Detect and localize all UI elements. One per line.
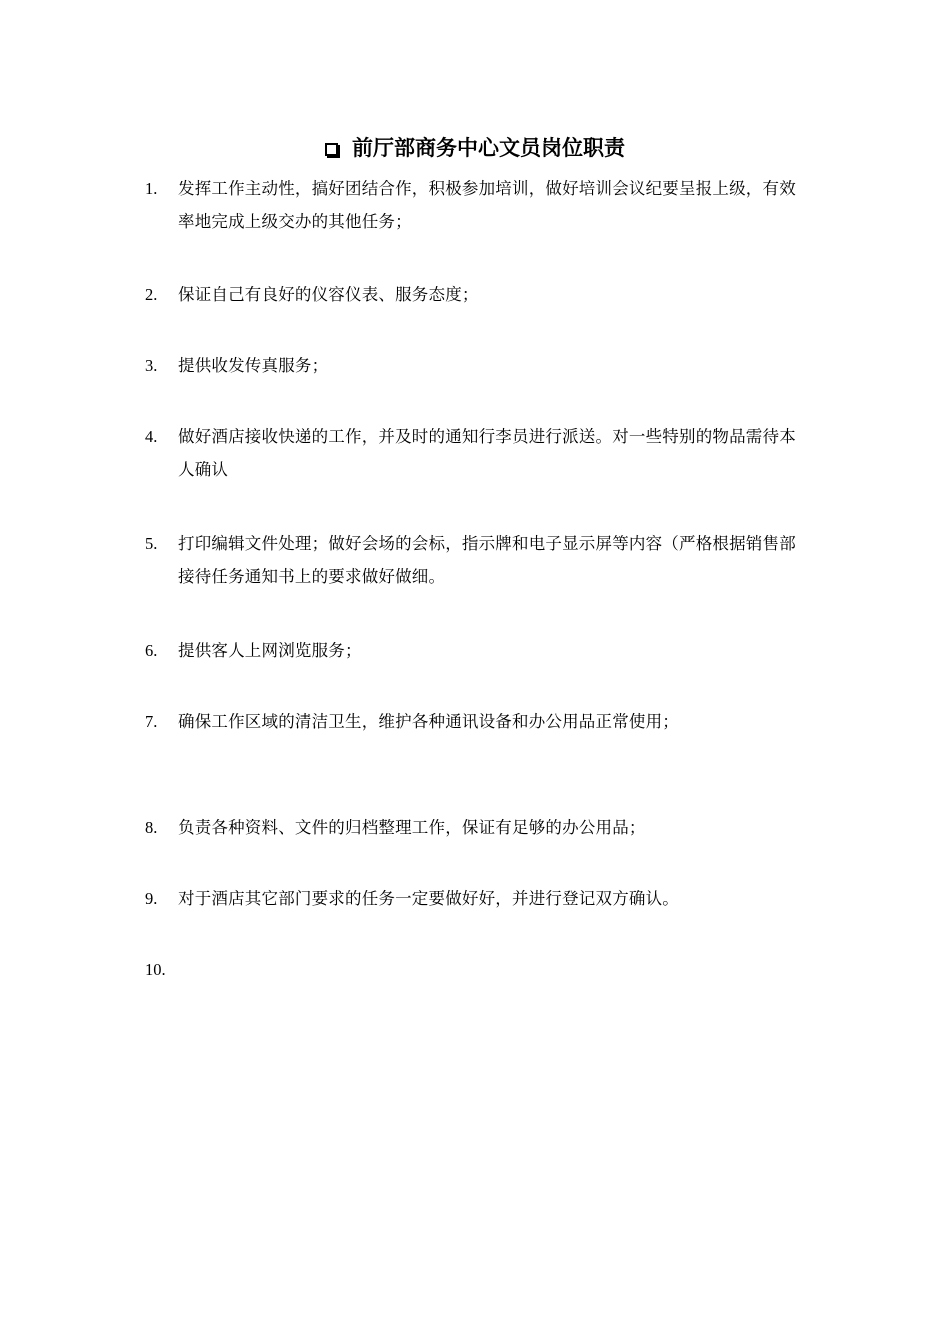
list-item-text: 对于酒店其它部门要求的任务一定要做好好，并进行登记双方确认。	[178, 889, 679, 908]
page-title: 前厅部商务中心文员岗位职责	[352, 135, 625, 160]
list-item-number: 4.	[145, 427, 158, 446]
list-item-text: 确保工作区域的清洁卫生，维护各种通讯设备和办公用品正常使用；	[178, 712, 679, 731]
list-item-text: 提供客人上网浏览服务；	[178, 641, 362, 660]
list-item-number: 2.	[145, 285, 158, 304]
list-item-number: 1.	[145, 179, 158, 198]
list-item-text: 发挥工作主动性，搞好团结合作，积极参加培训，做好培训会议纪要呈报上级，有效率地完成上级交办的其他任务；	[178, 179, 796, 231]
list-item-text: 做好酒店接收快递的工作，并及时的通知行李员进行派送。对一些特别的物品需待本人确认	[178, 427, 796, 479]
page-title-row	[0, 132, 950, 164]
list-item-number: 9.	[145, 889, 158, 908]
list-item-number: 7.	[145, 712, 158, 731]
list-item-text: 负责各种资料、文件的归档整理工作，保证有足够的办公用品；	[178, 818, 646, 837]
list-item-text: 打印编辑文件处理；做好会场的会标，指示牌和电子显示屏等内容（严格根据销售部接待任务通知书上的要求做好做细。	[178, 534, 796, 586]
list-item-text: 保证自己有良好的仪容仪表、服务态度；	[178, 285, 479, 304]
list-item-number: 3.	[145, 356, 158, 375]
checkbox-bullet-icon	[325, 143, 338, 156]
list-item-number: 10.	[145, 960, 166, 979]
list-item-text: 提供收发传真服务；	[178, 356, 329, 375]
list-item-number: 8.	[145, 818, 158, 837]
list-item-number: 5.	[145, 534, 158, 553]
list-item-number: 6.	[145, 641, 158, 660]
